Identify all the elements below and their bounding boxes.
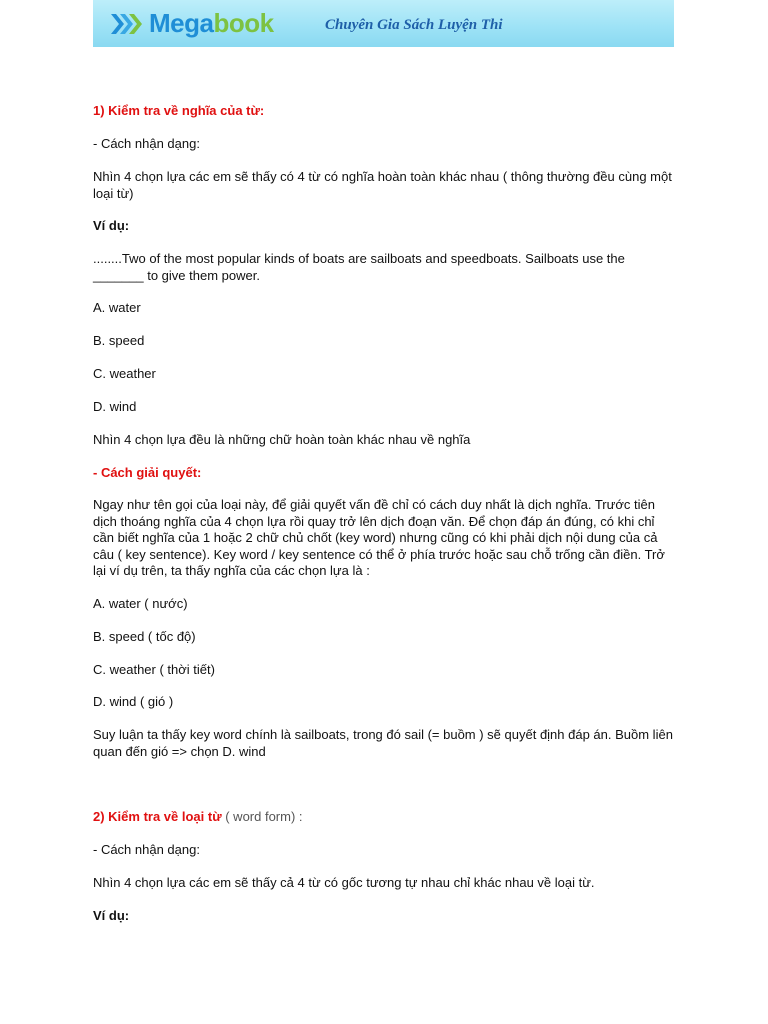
section1-identify-label: - Cách nhận dạng: xyxy=(93,136,200,151)
section1-heading: 1) Kiểm tra về nghĩa của từ: xyxy=(93,103,265,118)
header-banner xyxy=(93,0,674,47)
section2-heading: 2) Kiểm tra về loại từ xyxy=(93,809,222,824)
logo-wordmark xyxy=(149,8,274,39)
translated-option-b: B. speed ( tốc độ) xyxy=(93,629,196,644)
section1-solve-text: Ngay như tên gọi của loại này, để giải quyết vấn đề chỉ có cách duy nhất là dịch nghĩa. Trước tiên dịch thoáng nghĩa của 4 chọn lựa rồi quay trở lên dịch đoạn văn. Để chọn đáp án đúng, có khi chỉ cần biết nghĩa của 1 hoặc 2 chữ chủ chốt (key word) nhưng cũng có khi phải dịch nội dung của cả câu ( key sentence). Key word / key sentence có thể ở phía trước hoặc sau chỗ trống cần điền. Trở lại ví dụ trên, ta thấy nghĩa của các chọn lựa là : xyxy=(93,497,665,578)
section2-heading-line xyxy=(93,809,675,826)
translated-option-d: D. wind ( gió ) xyxy=(93,694,174,709)
section1-conclusion: Suy luận ta thấy key word chính là sailboats, trong đó sail (= buồm ) sẽ quyết định đáp án. Buồm liên quan đến gió => chọn D. wind xyxy=(93,727,673,759)
logo-book: book xyxy=(213,8,274,38)
megabook-logo-icon xyxy=(109,12,143,36)
slogan: Chuyên Gia Sách Luyện Thi xyxy=(325,17,503,33)
section1-observation: Nhìn 4 chọn lựa đều là những chữ hoàn toàn khác nhau về nghĩa xyxy=(93,432,471,447)
option-b: B. speed xyxy=(93,333,145,348)
section1-identify-text: Nhìn 4 chọn lựa các em sẽ thấy có 4 từ có nghĩa hoàn toàn khác nhau ( thông thường đều cùng một loại từ) xyxy=(93,169,672,201)
section2-heading-suffix: ( word form) : xyxy=(221,809,303,824)
option-a: A. water xyxy=(93,300,141,315)
section2-identify-label: - Cách nhận dạng: xyxy=(93,842,200,857)
section2-example-label: Ví dụ: xyxy=(93,908,130,923)
translated-option-c: C. weather ( thời tiết) xyxy=(93,662,215,677)
logo-mega: Mega xyxy=(149,8,214,38)
option-c: C. weather xyxy=(93,366,156,381)
section1-solve-label: - Cách giải quyết: xyxy=(93,465,202,480)
section1-example-label: Ví dụ: xyxy=(93,218,130,233)
section1-example-text: ........Two of the most popular kinds of boats are sailboats and speedboats. Sailboats use the _______ to give them power. xyxy=(93,251,625,283)
option-d: D. wind xyxy=(93,399,137,414)
section2-identify-text: Nhìn 4 chọn lựa các em sẽ thấy cả 4 từ có gốc tương tự nhau chỉ khác nhau về loại từ. xyxy=(93,875,595,890)
translated-option-a: A. water ( nước) xyxy=(93,596,188,611)
